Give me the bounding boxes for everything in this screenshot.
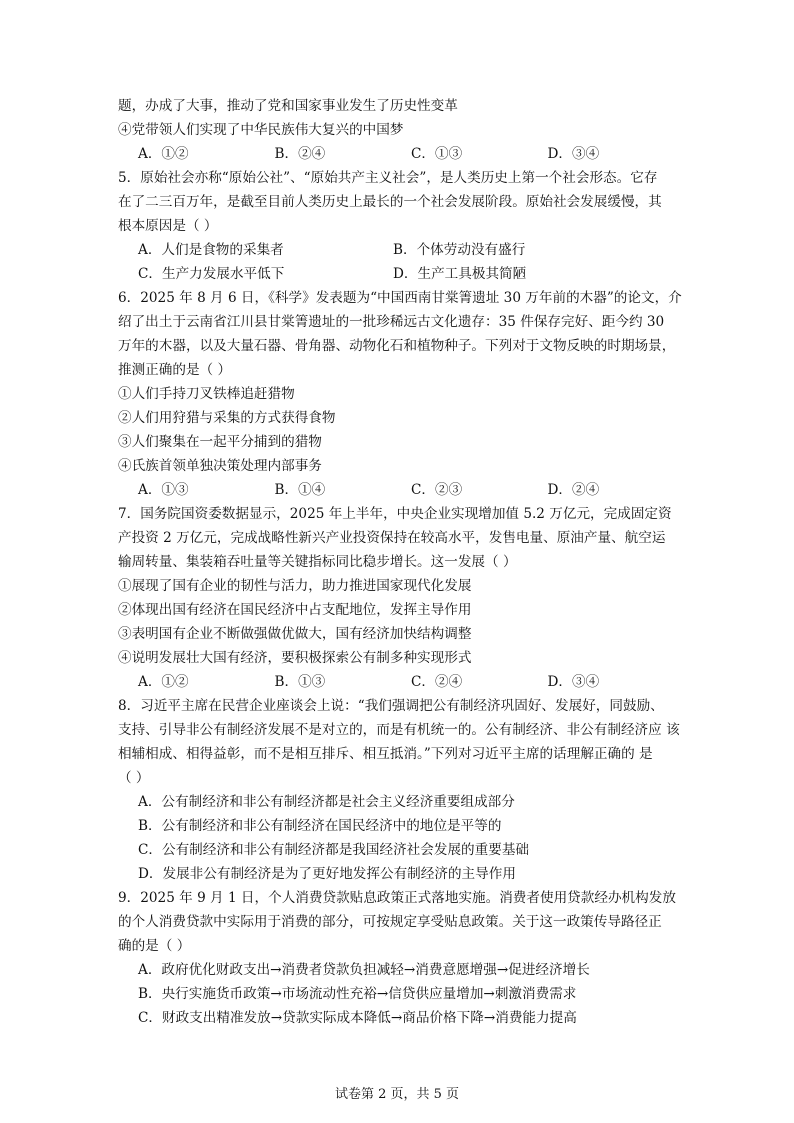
q6-option-a: A．①③ bbox=[138, 482, 189, 498]
q7-option-a: A．①② bbox=[138, 674, 189, 690]
q6-stem-line: 绍了出土于云南省江川县甘棠箐遗址的一批珍稀远古文化遗存：35 件保存完好、距今约 30 bbox=[118, 314, 665, 330]
q6-option-d: D．②④ bbox=[547, 482, 600, 498]
q6-option-c: C．②③ bbox=[411, 482, 463, 498]
q5-option-c: C．生产力发展水平低下 bbox=[138, 266, 285, 282]
q6-statement: ②人们用狩猎与采集的方式获得食物 bbox=[118, 410, 336, 426]
q6-stem-line: 推测正确的是（ ） bbox=[118, 362, 232, 378]
page-footer: 试卷第 2 页，共 5 页 bbox=[334, 1087, 460, 1102]
q9-option-a: A．政府优化财政支出→消费者贷款负担减轻→消费意愿增强→促进经济增长 bbox=[138, 962, 590, 978]
q6-stem-line: 万年的木器，以及大量石器、骨角器、动物化石和植物种子。下列对于文物反映的时期场景， bbox=[118, 338, 676, 354]
q7-options bbox=[118, 670, 684, 694]
q9-stem-line: 的个人消费贷款中实际用于消费的部分，可按规定享受贴息政策。关于这一政策传导路径正 bbox=[118, 914, 662, 930]
q4-option-d: D．③④ bbox=[547, 146, 600, 162]
q6-statement: ①人们手持刀叉铁棒追赶猎物 bbox=[118, 386, 295, 402]
q7-statement: ②体现出国有经济在国民经济中占支配地位，发挥主导作用 bbox=[118, 602, 472, 618]
q5-stem-line: 根本原因是（ ） bbox=[118, 218, 218, 234]
q7-option-b: B．①③ bbox=[274, 674, 326, 690]
q7-option-c: C．②④ bbox=[411, 674, 463, 690]
q5-options-row bbox=[118, 262, 684, 286]
q9-stem-line: 确的是（ ） bbox=[118, 938, 191, 954]
q8-option-c: C．公有制经济和非公有制经济都是我国经济社会发展的重要基础 bbox=[138, 842, 530, 858]
q8-option-b: B．公有制经济和非公有制经济在国民经济中的地位是平等的 bbox=[138, 818, 502, 834]
q6-option-b: B．①④ bbox=[274, 482, 326, 498]
q4-option-b: B．②④ bbox=[274, 146, 326, 162]
question-7 bbox=[118, 502, 684, 694]
q7-stem-line: 7．国务院国资委数据显示，2025 年上半年，中央企业实现增加值 5.2 万亿元，完成固定资 bbox=[118, 506, 672, 522]
q9-option-b: B．央行实施货币政策→市场流动性充裕→信贷供应量增加→刺激消费需求 bbox=[138, 986, 577, 1002]
q7-stem-line: 产投资 2 万亿元，完成战略性新兴产业投资保持在较高水平，发售电量、原油产量、航空运 bbox=[118, 530, 666, 546]
q4-statement-4: ④党带领人们实现了中华民族伟大复兴的中国梦 bbox=[118, 122, 404, 138]
question-9 bbox=[118, 886, 684, 1030]
q7-statement: ④说明发展壮大国有经济，要积极探索公有制多种实现形式 bbox=[118, 650, 472, 666]
q5-options-row bbox=[118, 238, 684, 262]
q4-option-c: C．①③ bbox=[411, 146, 463, 162]
q8-stem-line: 8．习近平主席在民营企业座谈会上说：“我们强调把公有制经济巩固好、发展好，同鼓励、 bbox=[118, 698, 664, 714]
q8-option-a: A．公有制经济和非公有制经济都是社会主义经济重要组成部分 bbox=[138, 794, 515, 810]
q5-stem-line: 在了二三百万年，是截至目前人类历史上最长的一个社会发展阶段。原始社会发展缓慢，其 bbox=[118, 194, 662, 210]
q6-stem-line: 6．2025 年 8 月 6 日，《科学》发表题为“中国西南甘棠箐遗址 30 万年前的木器”的论文，介 bbox=[118, 290, 682, 306]
question-6 bbox=[118, 286, 684, 502]
question-4-tail bbox=[118, 94, 684, 166]
q7-option-d: D．③④ bbox=[547, 674, 600, 690]
q8-stem-line: （ ） bbox=[118, 770, 150, 786]
q7-stem-line: 输周转量、集装箱吞吐量等关键指标同比稳步增长。这一发展（ ） bbox=[118, 554, 517, 570]
q5-option-b: B．个体劳动没有盛行 bbox=[393, 242, 526, 258]
q5-stem-line: 5．原始社会亦称“原始公社”、“原始共产主义社会”，是人类历史上第一个社会形态。它存 bbox=[118, 170, 658, 186]
q7-statement: ①展现了国有企业的韧性与活力，助力推进国家现代化发展 bbox=[118, 578, 472, 594]
question-8 bbox=[118, 694, 684, 886]
q7-statement: ③表明国有企业不断做强做优做大，国有经济加快结构调整 bbox=[118, 626, 472, 642]
q5-option-a: A．人们是食物的采集者 bbox=[138, 242, 284, 258]
q6-statement: ④氏族首领单独决策处理内部事务 bbox=[118, 458, 322, 474]
q4-option-a: A．①② bbox=[138, 146, 189, 162]
page-content bbox=[118, 94, 684, 1030]
q9-option-c: C．财政支出精准发放→贷款实际成本降低→商品价格下降→消费能力提高 bbox=[138, 1010, 577, 1026]
question-5 bbox=[118, 166, 684, 286]
q8-stem-line: 相辅相成、相得益彰，而不是相互排斥、相互抵消。”下列对习近平主席的话理解正确的 是 bbox=[118, 746, 653, 762]
q6-statement: ③人们聚集在一起平分捕到的猎物 bbox=[118, 434, 322, 450]
q9-stem-line: 9．2025 年 9 月 1 日，个人消费贷款贴息政策正式落地实施。消费者使用贷款经办机构发放 bbox=[118, 890, 676, 906]
q8-stem-line: 支持、引导非公有制经济发展不是对立的，而是有机统一的。公有制经济、非公有制经济应 该 bbox=[118, 722, 680, 738]
q5-option-d: D．生产工具极其简陋 bbox=[393, 266, 527, 282]
q6-options bbox=[118, 478, 684, 502]
q4-text-tail: 题，办成了大事，推动了党和国家事业发生了历史性变革 bbox=[118, 98, 458, 114]
q4-options bbox=[118, 142, 684, 166]
q8-option-d: D．发展非公有制经济是为了更好地发挥公有制经济的主导作用 bbox=[138, 866, 516, 882]
